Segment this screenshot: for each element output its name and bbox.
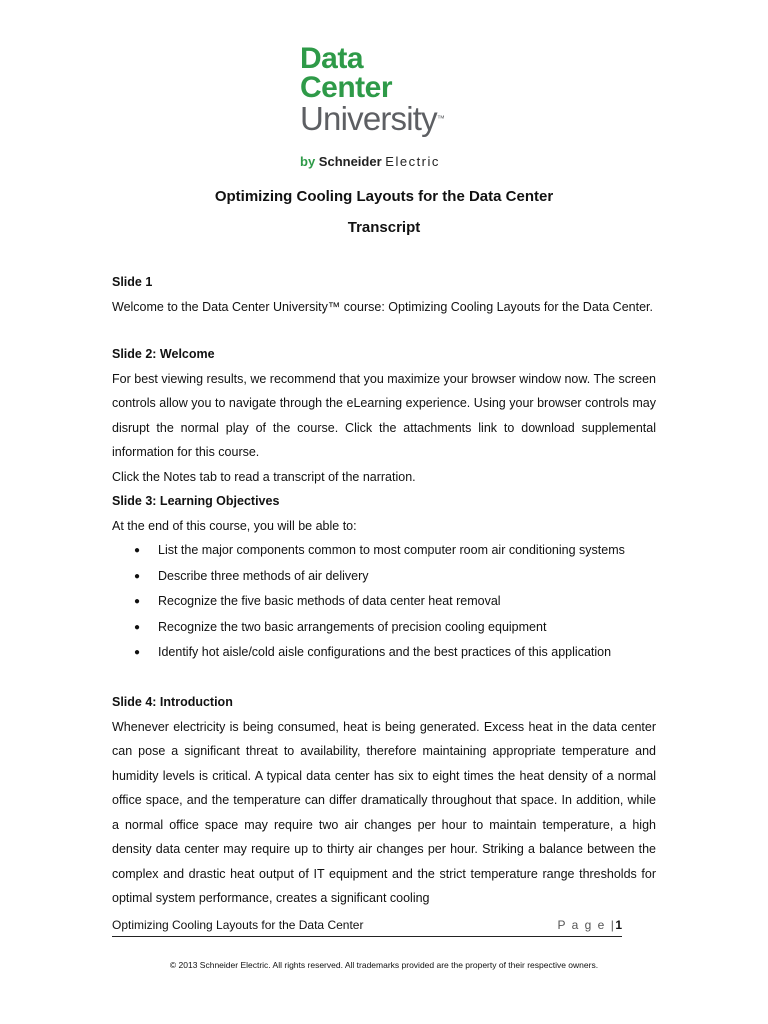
- slide-1-section: [112, 270, 656, 319]
- dcu-logo: [300, 44, 500, 135]
- footer-page-number: [558, 918, 622, 932]
- bullet-icon: ●: [134, 570, 141, 582]
- slide-2-section: [112, 342, 656, 489]
- slide-3-heading: Slide 3: Learning Objectives: [112, 494, 280, 508]
- list-item: [112, 589, 656, 615]
- footer-title: Optimizing Cooling Layouts for the Data Center: [112, 918, 364, 932]
- list-item: [112, 615, 656, 641]
- slide-2-heading: Slide 2: Welcome: [112, 347, 215, 361]
- list-item: [112, 640, 656, 666]
- objectives-list: [112, 538, 656, 666]
- slide-4-section: [112, 690, 656, 911]
- copyright-notice: © 2013 Schneider Electric. All rights reserved. All trademarks provided are the property of their respective owners.: [169, 960, 599, 970]
- logo-trademark: ™: [436, 114, 445, 123]
- bullet-icon: ●: [134, 545, 141, 556]
- list-item-text: Recognize the two basic arrangements of precision cooling equipment: [158, 619, 547, 634]
- footer-page-num: 1: [615, 918, 622, 932]
- document-subtitle: Transcript: [347, 219, 421, 236]
- bullet-icon: ●: [134, 621, 141, 633]
- slide-3-section: [112, 489, 656, 666]
- byline-by: by: [300, 154, 316, 169]
- slide-1-text: Welcome to the Data Center University™ course: Optimizing Cooling Layouts for the Data Center.: [112, 299, 653, 314]
- logo-university-text: University: [300, 100, 437, 137]
- list-item: [112, 538, 656, 564]
- logo-line-data: Data: [300, 42, 364, 75]
- slide-2-text: For best viewing results, we recommend that you maximize your browser window now. The screen controls allow you to navigate through the eLearning experience. Using your browser controls may disrupt the normal play of the course. Click the attachments link to download supplemental information for this course.: [112, 371, 656, 459]
- footer-page-label: P a g e: [557, 918, 606, 932]
- slide-2-text-last: Click the Notes tab to read a transcript of the narration.: [112, 469, 416, 484]
- footer-separator: |: [610, 918, 616, 932]
- logo-line-center: Center: [300, 71, 393, 104]
- list-item-text: Recognize the five basic methods of data center heat removal: [158, 594, 501, 608]
- logo-line-university: [300, 102, 500, 135]
- slide-3-intro: At the end of this course, you will be able to:: [112, 518, 357, 533]
- byline-brand: Schneider: [318, 154, 382, 169]
- list-item: [112, 564, 656, 590]
- page-footer: [112, 916, 622, 937]
- bullet-icon: ●: [134, 647, 141, 658]
- byline-electric: Electric: [385, 154, 440, 169]
- bullet-icon: ●: [134, 596, 141, 607]
- list-item-text: List the major components common to most computer room air conditioning systems: [158, 543, 625, 557]
- logo-byline: [300, 154, 440, 169]
- slide-4-text: Whenever electricity is being consumed, heat is being generated. Excess heat in the data center can pose a significant threat to availability, therefore maintaining appropriate temperature and humidity levels is critical. A typical data center has six to eight times the heat density of a normal office space, and the temperature can differ dramatically throughout that space. In addition, while a normal office space may require two air changes per hour to maintain temperature, a high density data center may require up to thirty air changes per hour. Striking a balance between the complex and drastic heat output of IT equipment and the strict temperature range thresholds for optimal system performance, creates a significant cooling: [112, 719, 656, 905]
- list-item-text: Describe three methods of air delivery: [158, 568, 369, 583]
- document-title: Optimizing Cooling Layouts for the Data Center: [214, 188, 554, 205]
- list-item-text: Identify hot aisle/cold aisle configurations and the best practices of this application: [158, 645, 612, 659]
- slide-4-heading: Slide 4: Introduction: [112, 695, 233, 709]
- slide-1-heading: Slide 1: [112, 275, 153, 289]
